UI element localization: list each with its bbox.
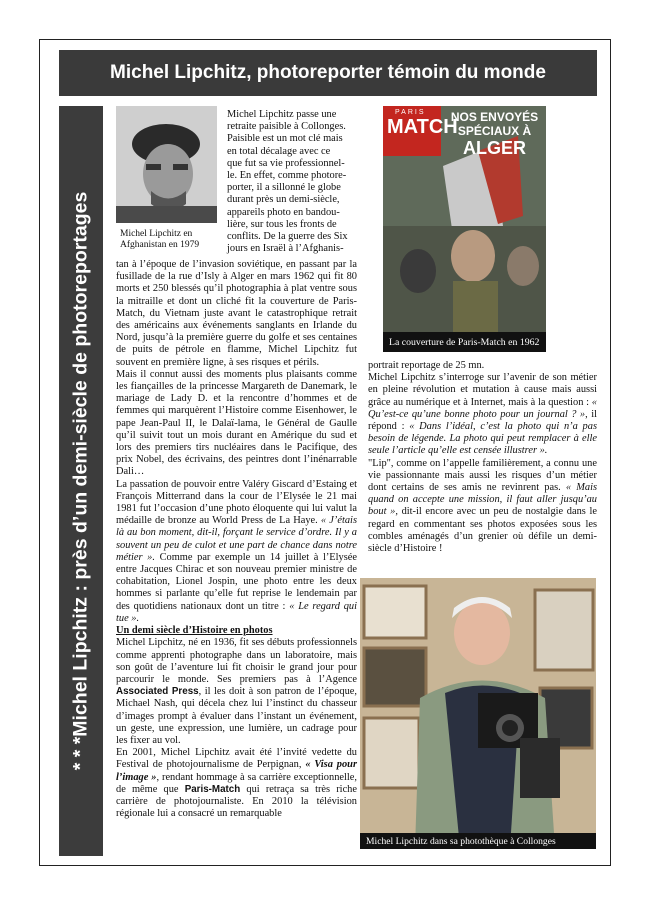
- cover-logo: MATCH: [387, 116, 458, 138]
- portrait-caption: Michel Lipchitz en Afghanistan en 1979: [120, 229, 200, 250]
- photolibrary-photo: [360, 578, 596, 848]
- intro-text: Michel Lipchitz passe une retraite paisible à Collonges. Paisible est un mot clé mais en total décalage avec ce que fut sa vie professionnel- le. En effet, comme photore- porter, il a sillonné le globe durant près un demi-siècle, appareils photo en bandou- lière, sur tous les fronts de conflits. De la guerre des Six jours en Israël à l’Afghanis-: [227, 109, 348, 255]
- page-title: Michel Lipchitz, photoreporter témoin du monde: [59, 50, 597, 96]
- cover-headline: NOS ENVOYÉS SPÉCIAUX À ALGER: [450, 110, 539, 158]
- section-heading: Un demi siècle d’Histoire en photos: [116, 625, 273, 637]
- cover-caption: La couverture de Paris-Match en 1962: [383, 332, 546, 352]
- photolibrary-caption: Michel Lipchitz dans sa photothèque à Collonges: [360, 833, 596, 849]
- main-text-column-2: portrait reportage de 25 mn. Michel Lipchitz s’interroge sur l’avenir de son métier en pleine révolution et mutation à cause mais aussi grâce au numérique et à Internet, mais à la question : « Qu’est-ce qu’une bonne photo pour un journal ? », il répond : « Dans l’idéal, c’est la photo qui n’a pas besoin de légende. La photo qui peut remplacer à elle seule l’article qu’elle est censée illustrer ». "Lip", comme on l’appelle familièrement, a connu une vie passionnante mais aussi les risques d’un métier dont certains de ses amis ne revinrent pas. « Mais quand on accepte une mission, il faut aller jusqu’au bout », dit-il encore avec un peu de nostalgie dans le regard en commentant ses photos exposées sous les combles aménagés d’un grenier où défile un demi-siècle d’Histoire !: [368, 360, 598, 555]
- paris-match-cover: [383, 106, 546, 352]
- cover-logo-top: PARIS: [395, 109, 426, 116]
- main-text-column-1: tan à l’époque de l’invasion soviétique, en passant par la fusillade de la rue d’Isly à Alger en mars 1962 qui fit 80 morts et 250 blessés qu’il photographia à plat ventre sous la mitraille et dont un cliché fit la couverture de Paris-Match, du Vietnam juste avant le catastrophique retrait des américains aux événements sanglants en Irlande du Nord, jusqu’à la première guerre du golfe et ses centaines de puits de pétrole en flamme, Michel Lipchitz fut souvent en première ligne, à ses risques et périls. Mais il connut aussi des moments plus plaisants comme les fiançailles de la princesse Margareth de Danemark, le mariage de Lady D. et la rencontre d’hommes et de femmes qui marquèrent l’Histoire comme Eisenhower, le pape Jean-Paul II, le Dalaï-lama, le Général de Gaulle qu’il suivit tout un mois durant en Amérique du sud et lors des premiers tirs nucléaires dans le Pacifique, des prix Nobel, des écrivains, des peintres dont l’inénarrable Dali… La passation de pouvoir entre Valéry Giscard d’Estaing et François Mitterrand dans la cour de l’Elysée le 21 mai 1981 fut l’occasion d’une photo éloquente qui lui valut la médaille de bronze au World Press de La Haye. « J’étais là au bon moment, dit-il, forçant le service d’ordre. Il y a souvent un peu de culot et une part de chance dans notre métier ». Comme par exemple un 14 juillet à l’Elysée entre Jacques Chirac et son nouveau premier ministre de cohabitation, Lionel Jospin, une photo entre les deux hommes si parlante qu’elle fut reprise le lendemain par des quotidiens nationaux dont un titre : « Le regard qui tue ». Un demi siècle d’Histoire en photos Michel Lipchitz, né en 1936, fit ses débuts professionnels comme apprenti photographe dans un laboratoire, mais son goût de l’aventure lui fit choisir le grand jour pour parcourir le monde. Ses premiers pas à l’Agence Associated Press, il les doit à son patron de l’époque, Michael Nash, qui décela chez lui l’instinct du chasseur d’images prompt à évaluer dans l’instant un événement, un geste, une expression, une lumière, un cadrage pour les fixer au vol. En 2001, Michel Lipchitz avait été l’invité vedette du Festival de photojournalisme de Perpignan, « Visa pour l’image », rendant hommage à sa carrière exceptionnelle, de même que Paris-Match qui retraça sa très riche carrière de photojournaliste. En 2010 la télévision régionale lui a consacré un remarquable: [116, 259, 358, 820]
- side-title: * * *Michel Lipchitz : près d’un demi-siècle de photoreportages: [69, 191, 92, 771]
- portrait-photo: [116, 106, 217, 223]
